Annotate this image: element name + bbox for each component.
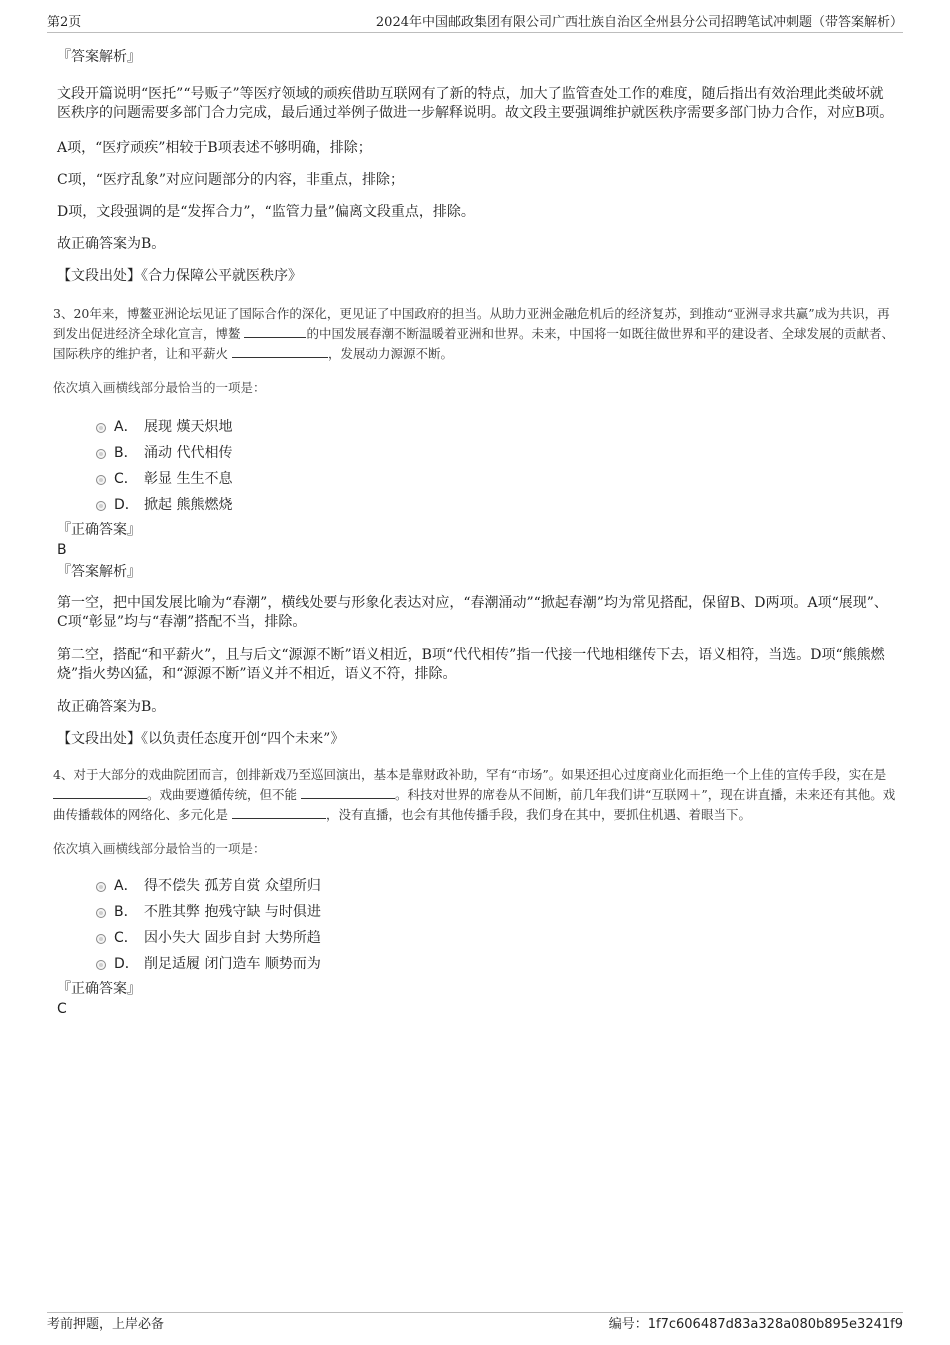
q4-correct-answer: C [57, 1001, 67, 1017]
code-value: 1f7c606487d83a328a080b895e3241f9 [647, 1317, 903, 1332]
q2-analysis-label: 『答案解析』 [57, 49, 141, 65]
q3-correct-label: 『正确答案』 [57, 522, 141, 538]
radio-icon[interactable] [96, 908, 106, 918]
code-label: 编号： [608, 1317, 648, 1332]
q4-stem-text-1: 4、对于大部分的戏曲院团而言，创排新戏乃至巡回演出，基本是靠财政补助，罕有“市场”。如果还担心过度商业化而拒绝一个上佳的宣传手段，实在是 [53, 767, 887, 782]
q3-stem-text-3: ，发展动力源源不断。 [327, 346, 453, 361]
q4-correct-label: 『正确答案』 [57, 981, 141, 997]
q3-analysis-blank-2: 第二空，搭配“和平薪火”，且与后文“源源不断”语义相近，B项“代代相传”指一代接一代地相继传下去，语义相符，当选。D项“熊熊燃烧”指火势凶猛，和“源源不断”语义并不相近，语义不符，排除。 [57, 647, 885, 682]
q3-options [57, 414, 897, 518]
q2-analysis-option-a: A项，“医疗顽疾”相较于B项表述不够明确，排除； [57, 140, 372, 156]
q3-correct-answer: B [57, 542, 67, 558]
footer-slogan: 考前押题，上岸必备 [47, 1317, 165, 1332]
q3-blank-1 [244, 325, 306, 338]
page-header [47, 14, 903, 33]
page-content [53, 42, 897, 1019]
q3-stem-text-1: 3、20年来，博鳌亚洲论坛见证了国际合作的深化，更见证了中国政府的担当。从助力亚洲金融危机后的经济复苏，到推动“亚洲寻求共赢”成为共识，再到发出促进经济全球化宣言，博鳌 [53, 306, 890, 341]
q3-option-c[interactable]: C． 彰显 生生不息 [57, 466, 897, 492]
q3-instruction: 依次填入画横线部分最恰当的一项是： [53, 380, 266, 395]
q4-stem [53, 765, 897, 825]
q4-instruction: 依次填入画横线部分最恰当的一项是： [53, 841, 266, 856]
q4-option-c[interactable]: C． 因小失大 固步自封 大势所趋 [57, 925, 897, 951]
radio-icon[interactable] [96, 882, 106, 892]
q3-stem [53, 304, 897, 364]
q3-stem-text-2: 的中国发展春潮不断温暖着亚洲和世界。未来，中国将一如既往做世界和平的建设者、全球发展的贡献者、国际秩序的维护者，让和平薪火 [53, 326, 894, 361]
q4-stem-text-2: 。戏曲要遵循传统，但不能 [147, 787, 301, 802]
radio-icon[interactable] [96, 501, 106, 511]
q3-option-a[interactable]: A． 展现 熯天炽地 [57, 414, 897, 440]
q4-stem-text-4: ，没有直播，也会有其他传播手段，我们身在其中，要抓住机遇、着眼当下。 [325, 807, 751, 822]
q4-option-a[interactable]: A． 得不偿失 孤芳自赏 众望所归 [57, 873, 897, 899]
q3-analysis-label: 『答案解析』 [57, 564, 141, 580]
q3-option-b[interactable]: B． 涌动 代代相传 [57, 440, 897, 466]
q2-analysis-paragraph: 文段开篇说明“医托”“号贩子”等医疗领域的顽疾借助互联网有了新的特点，加大了监管查处工作的难度，随后指出有效治理此类破坏就医秩序的问题需要多部门合力完成，最后通过举例子做进一步解释说明。故文段主要强调维护就医秩序需要多部门协力合作，对应B项。 [57, 86, 894, 121]
q4-option-d[interactable]: D． 削足适履 闭门造车 顺势而为 [57, 951, 897, 977]
q4-options [57, 873, 897, 977]
q3-blank-2 [232, 345, 328, 358]
q2-analysis-option-c: C项，“医疗乱象”对应问题部分的内容，非重点，排除； [57, 172, 405, 188]
q3-option-d[interactable]: D． 掀起 熊熊燃烧 [57, 492, 897, 518]
radio-icon[interactable] [96, 934, 106, 944]
page-number: 第2页 [47, 15, 82, 30]
document-title: 2024年中国邮政集团有限公司广西壮族自治区全州县分公司招聘笔试冲刺题（带答案解析） [375, 15, 903, 30]
q4-blank-3 [232, 806, 326, 819]
q2-source: 【文段出处】《合力保障公平就医秩序》 [57, 268, 302, 284]
document-code [609, 1316, 903, 1334]
q4-option-b[interactable]: B． 不胜其弊 抱残守缺 与时俱进 [57, 899, 897, 925]
q4-stem-text-3: 。科技对世界的席卷从不间断，前几年我们讲“互联网＋”，现在讲直播，未来还有其他。戏曲传播载体的网络化、多元化是 [53, 787, 896, 822]
q2-analysis-option-d: D项，文段强调的是“发挥合力”，“监管力量”偏离文段重点，排除。 [57, 204, 475, 220]
q2-conclusion: 故正确答案为B。 [57, 236, 166, 252]
q3-conclusion: 故正确答案为B。 [57, 699, 166, 715]
q3-source: 【文段出处】《以负责任态度开创“四个未来”》 [57, 731, 345, 747]
q4-blank-1 [53, 786, 147, 799]
radio-icon[interactable] [96, 423, 106, 433]
page-footer [47, 1312, 903, 1338]
radio-icon[interactable] [96, 960, 106, 970]
radio-icon[interactable] [96, 475, 106, 485]
q4-blank-2 [301, 786, 395, 799]
radio-icon[interactable] [96, 449, 106, 459]
q3-analysis-blank-1: 第一空，把中国发展比喻为“春潮”，横线处要与形象化表达对应，“春潮涌动”“掀起春潮”均为常见搭配，保留B、D两项。A项“展现”、C项“彰显”均与“春潮”搭配不当，排除。 [57, 595, 888, 630]
